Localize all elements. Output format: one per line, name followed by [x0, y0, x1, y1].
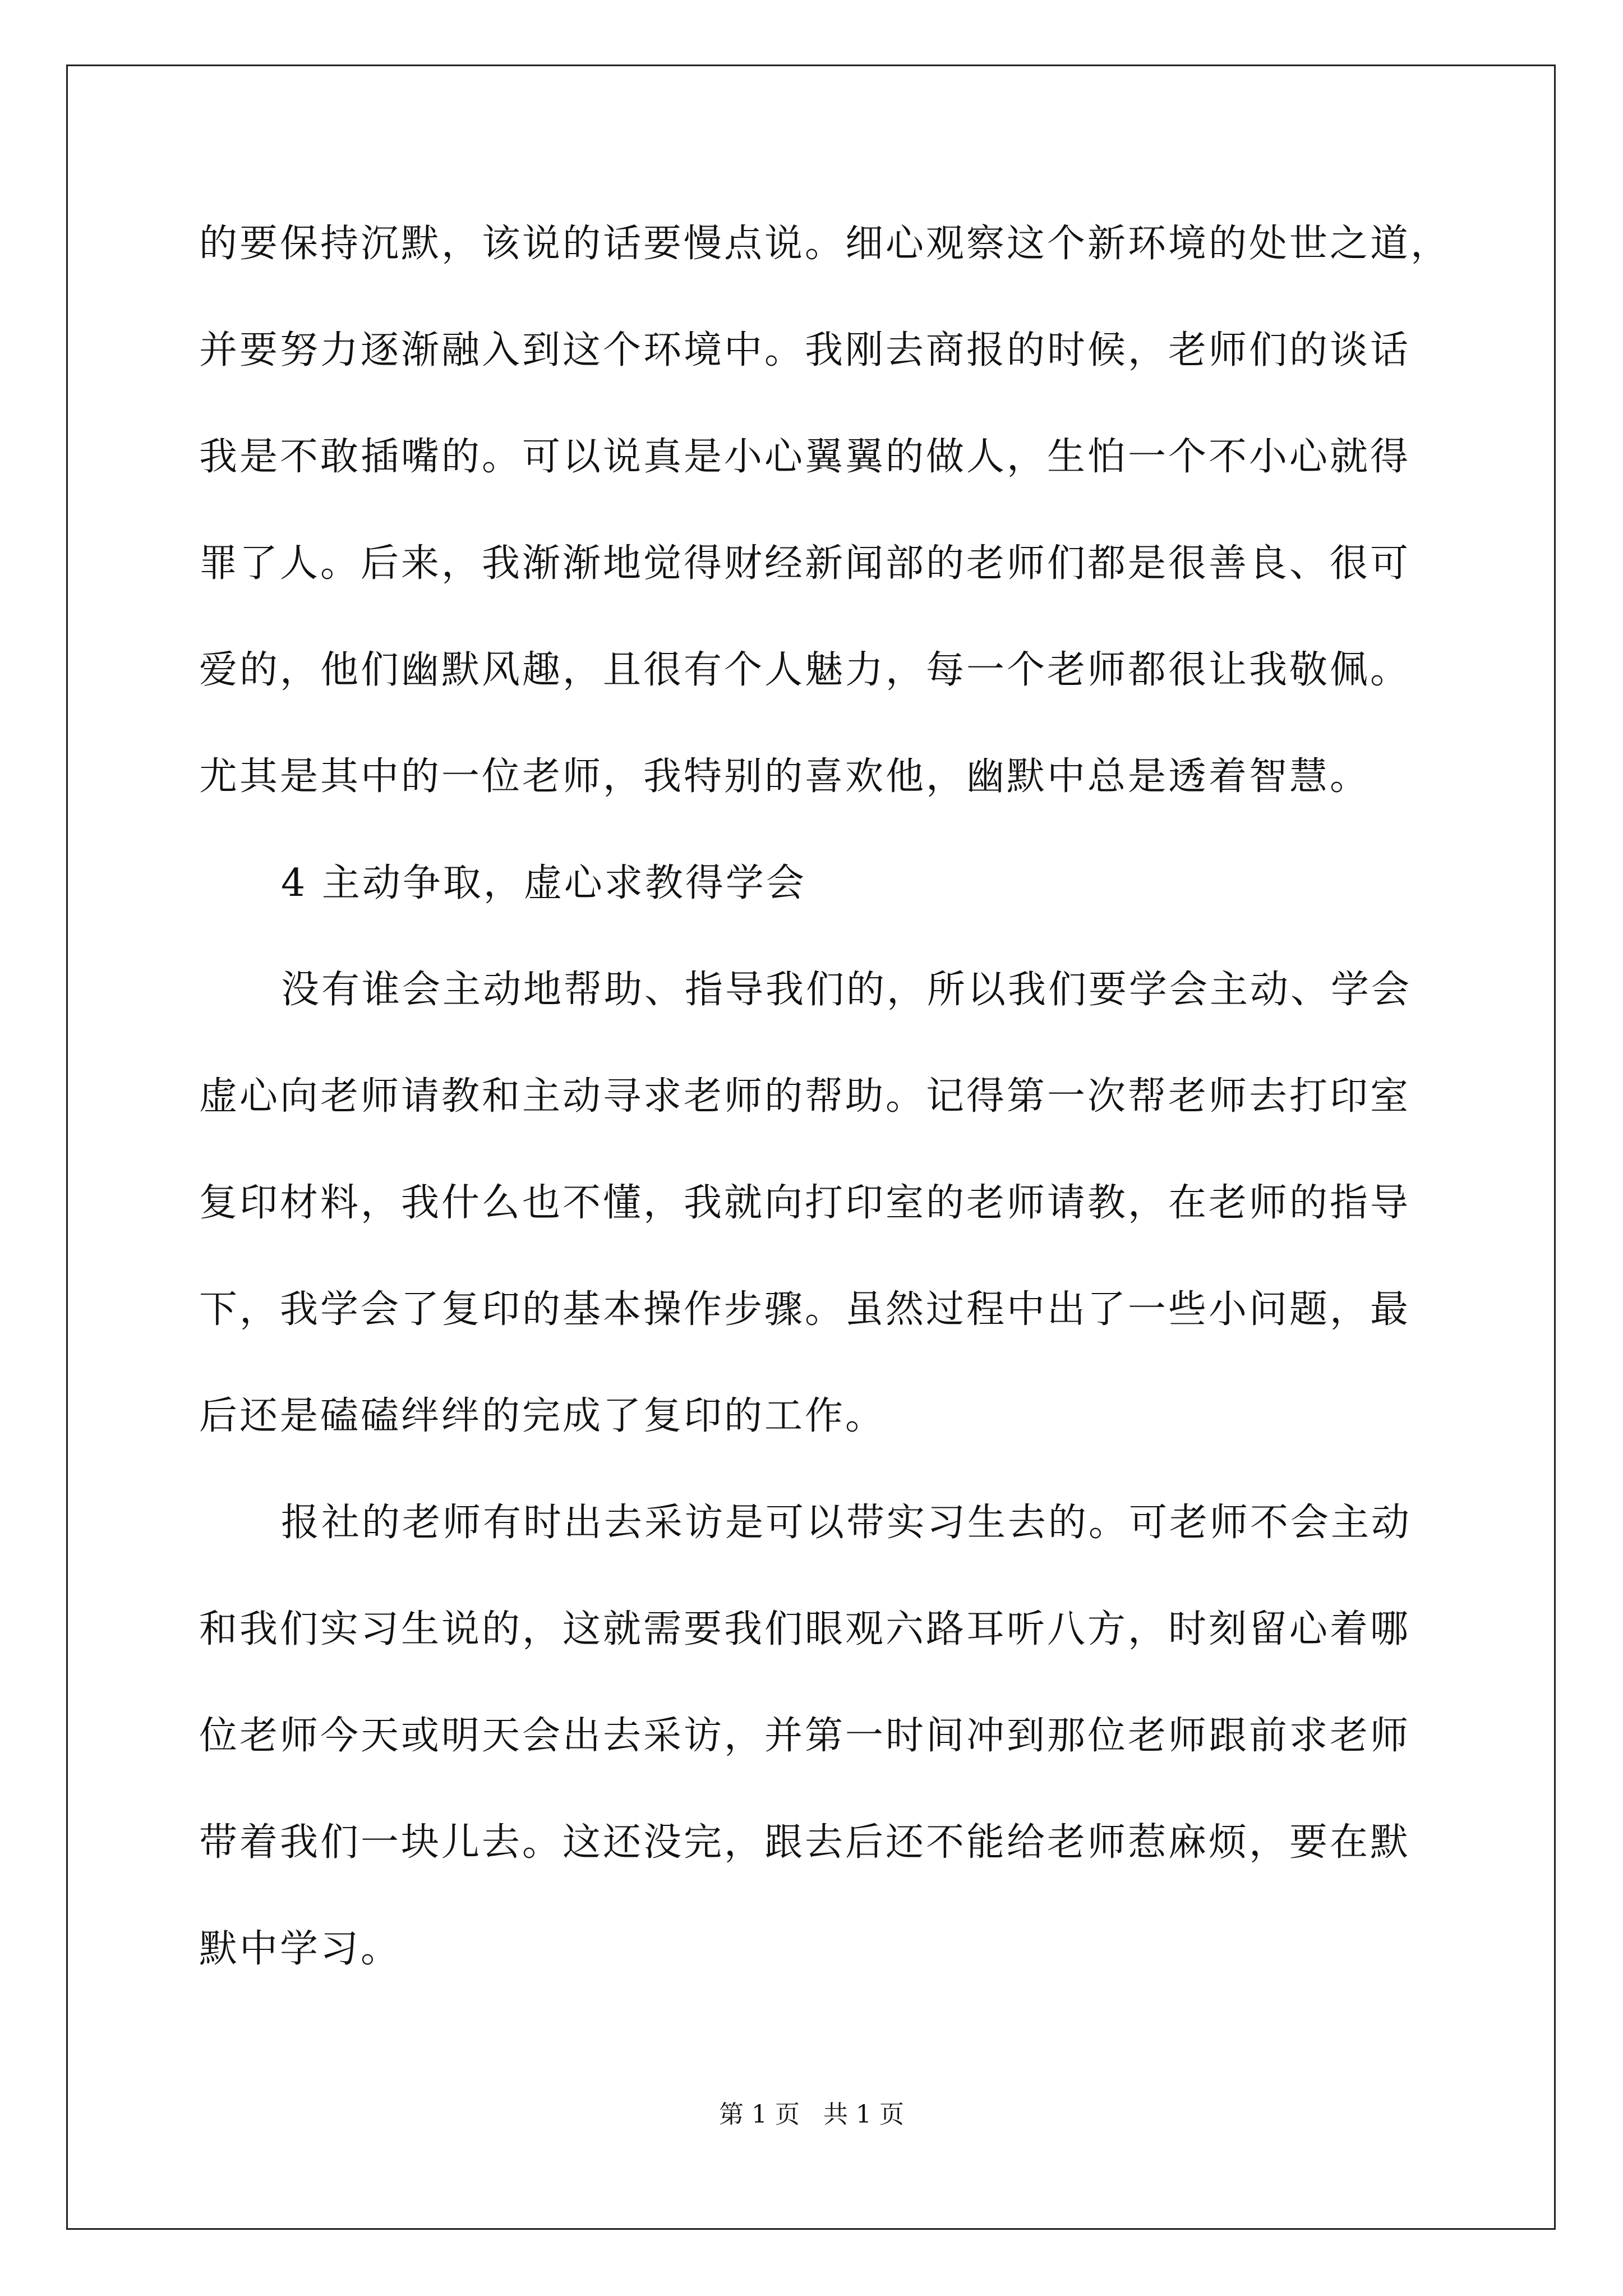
- text-line: 没有谁会主动地帮助、指导我们的，所以我们要学会主动、学会: [281, 968, 1412, 1012]
- text-line: 我是不敢插嘴的。可以说真是小心翼翼的做人，生怕一个不小心就得: [199, 435, 1411, 479]
- page-footer: [0, 2098, 1623, 2132]
- page-total: 共 1 页: [823, 2100, 904, 2129]
- section-heading: 4 主动争取，虚心求教得学会: [281, 861, 806, 905]
- text-line: 并要努力逐渐融入到这个环境中。我刚去商报的时候，老师们的谈话: [199, 328, 1411, 372]
- text-line: 尤其是其中的一位老师，我特别的喜欢他，幽默中总是透着智慧。: [199, 754, 1371, 799]
- text-line: 后还是磕磕绊绊的完成了复印的工作。: [199, 1394, 886, 1438]
- text-line: 爱的，他们幽默风趣，且很有个人魅力，每一个老师都很让我敬佩。: [199, 648, 1411, 692]
- text-line: 的要保持沉默，该说的话要慢点说。细心观察这个新环境的处世之道，: [199, 222, 1451, 266]
- text-line: 带着我们一块儿去。这还没完，跟去后还不能给老师惹麻烦，要在默: [199, 1820, 1411, 1865]
- text-line: 位老师今天或明天会出去采访，并第一时间冲到那位老师跟前求老师: [199, 1714, 1411, 1758]
- text-line: 虚心向老师请教和主动寻求老师的帮助。记得第一次帮老师去打印室: [199, 1074, 1411, 1119]
- text-line: 罪了人。后来，我渐渐地觉得财经新闻部的老师们都是很善良、很可: [199, 541, 1411, 586]
- text-line: 和我们实习生说的，这就需要我们眼观六路耳听八方，时刻留心着哪: [199, 1607, 1411, 1651]
- page-number: 第 1 页: [719, 2100, 800, 2129]
- text-line: 下，我学会了复印的基本操作步骤。虽然过程中出了一些小问题，最: [199, 1287, 1411, 1332]
- text-line: 复印材料，我什么也不懂，我就向打印室的老师请教，在老师的指导: [199, 1181, 1411, 1225]
- text-line: 默中学习。: [199, 1927, 402, 1971]
- document-body: [199, 191, 1451, 2003]
- text-line: 报社的老师有时出去采访是可以带实习生去的。可老师不会主动: [281, 1501, 1412, 1545]
